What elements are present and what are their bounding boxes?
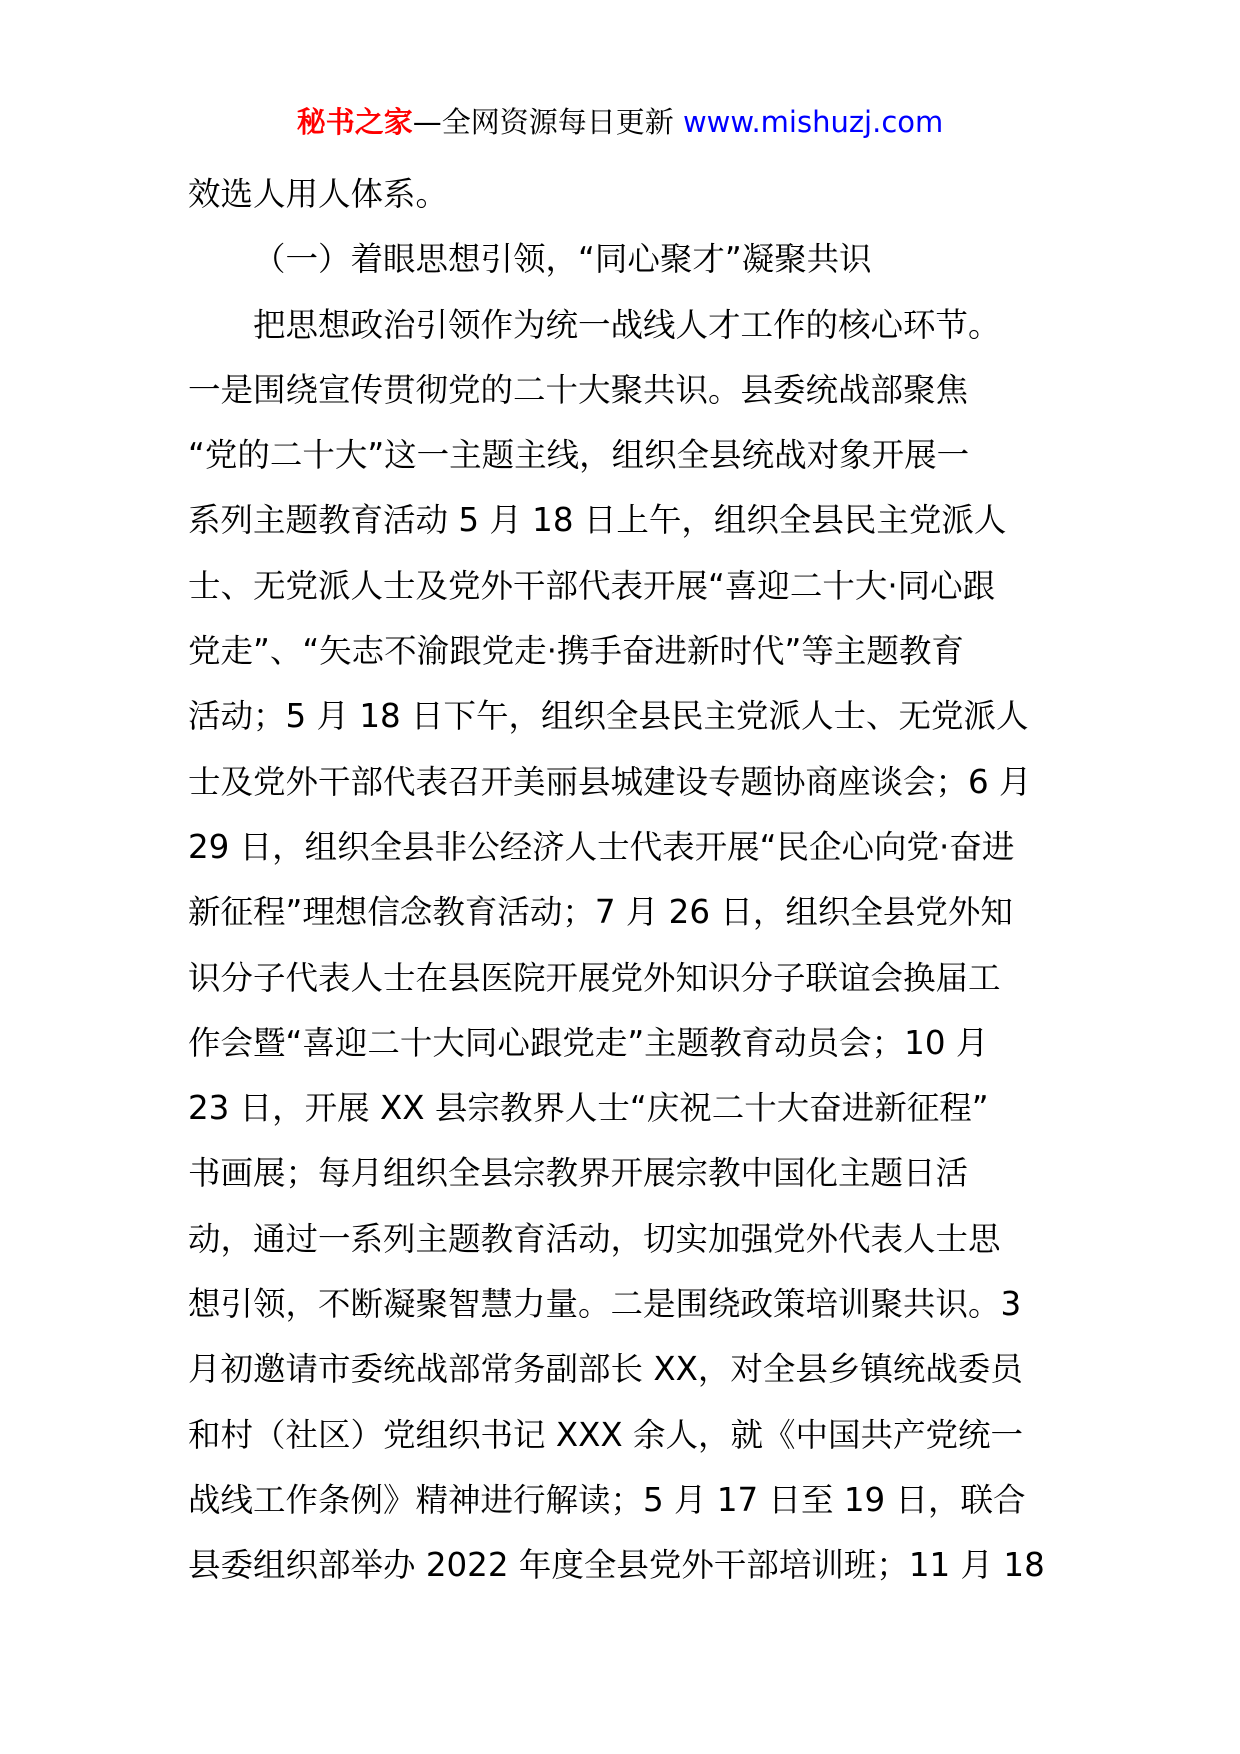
brand-name: 秘书之家 (296, 105, 413, 139)
header-tagline: —全网资源每日更新 (412, 105, 683, 139)
body-line: 系列主题教育活动 5 月 18 日上午，组织全县民主党派人 (188, 501, 1007, 540)
body-line: 29 日，组织全县非公经济人士代表开展“民企心向党·奋进 (188, 827, 1015, 866)
body-line: 一是围绕宣传贯彻党的二十大聚共识。县委统战部聚焦 (188, 370, 969, 409)
body-line: 士及党外干部代表召开美丽县城建设专题协商座谈会；6 月 (188, 762, 1032, 801)
paragraph-first-line: 把思想政治引领作为统一战线人才工作的核心环节。 (253, 305, 1001, 344)
body-line: 动，通过一系列主题教育活动，切实加强党外代表人士思 (188, 1219, 1001, 1258)
body-line: 县委组织部举办 2022 年度全县党外干部培训班；11 月 18 (188, 1546, 1045, 1585)
body-line: 战线工作条例》精神进行解读；5 月 17 日至 19 日，联合 (188, 1480, 1026, 1519)
section-heading: （一）着眼思想引领，“同心聚才”凝聚共识 (253, 240, 872, 279)
page-header (0, 100, 1240, 144)
website-link[interactable]: www.mishuzj.com (682, 105, 944, 139)
body-line: 活动；5 月 18 日下午，组织全县民主党派人士、无党派人 (188, 697, 1029, 736)
body-line: 作会暨“喜迎二十大同心跟党走”主题教育动员会；10 月 (188, 1023, 989, 1062)
body-line: 月初邀请市委统战部常务副部长 XX，对全县乡镇统战委员 (188, 1350, 1023, 1389)
body-line: 23 日，开展 XX 县宗教界人士“庆祝二十大奋进新征程” (188, 1089, 989, 1128)
body-line: 识分子代表人士在县医院开展党外知识分子联谊会换届工 (188, 958, 1001, 997)
body-line: “党的二十大”这一主题主线，组织全县统战对象开展一 (188, 436, 970, 475)
body-line: 和村（社区）党组织书记 XXX 余人，就《中国共产党统一 (188, 1415, 1023, 1454)
body-line: 书画展；每月组织全县宗教界开展宗教中国化主题日活 (188, 1154, 969, 1193)
body-line: 党走”、“矢志不渝跟党走·携手奋进新时代”等主题教育 (188, 632, 964, 671)
body-line: 想引领，不断凝聚智慧力量。二是围绕政策培训聚共识。3 (188, 1285, 1022, 1324)
body-line: 效选人用人体系。 (188, 175, 449, 213)
body-line: 新征程”理想信念教育活动；7 月 26 日，组织全县党外知 (188, 893, 1013, 932)
body-line: 士、无党派人士及党外干部代表开展“喜迎二十大·同心跟 (188, 566, 996, 605)
document-body (188, 162, 1058, 1599)
